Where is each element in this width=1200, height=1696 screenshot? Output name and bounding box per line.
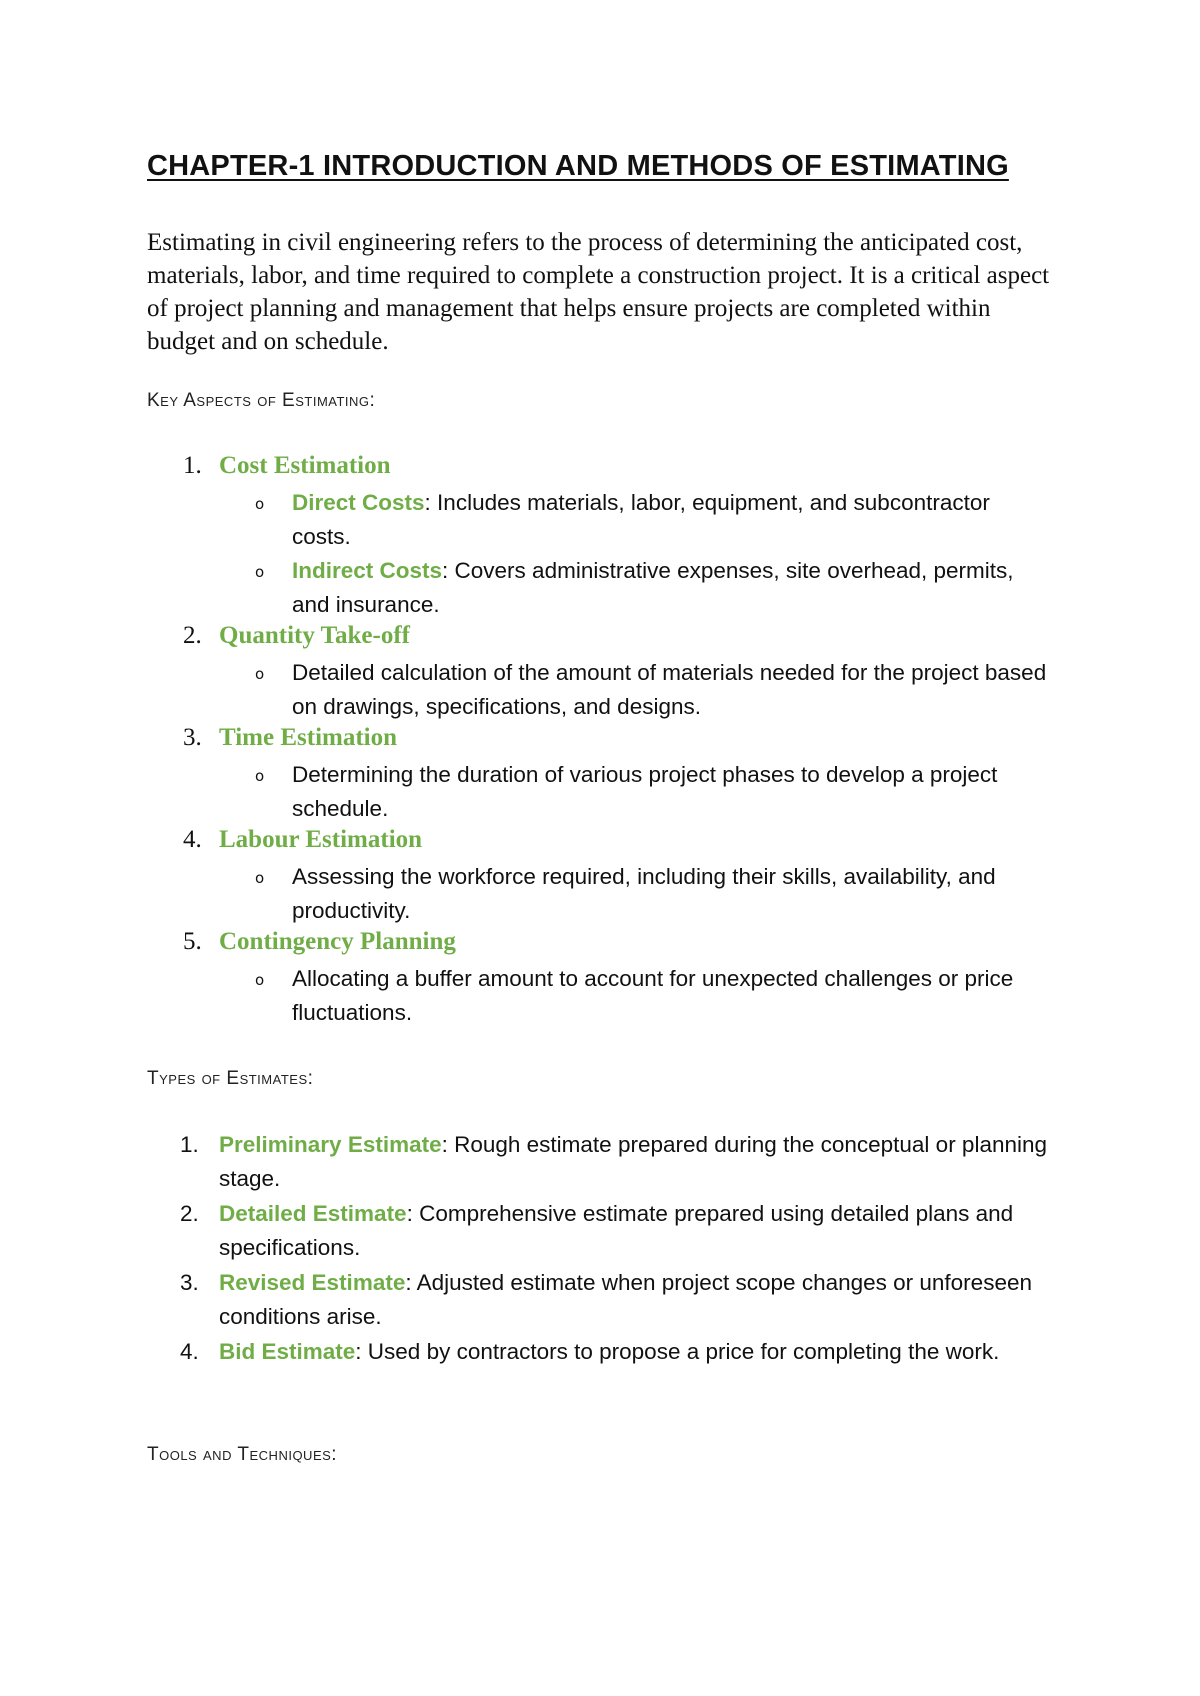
- types-list: [0, 1128, 1200, 1370]
- key-aspects-list: [0, 452, 1200, 1030]
- type-number: 3.: [180, 1270, 199, 1295]
- subitem-text: Assessing the workforce required, including their skills, availability, and productivity.: [292, 864, 996, 923]
- type-term: Bid Estimate: [219, 1339, 356, 1364]
- aspect-number: 4.: [183, 826, 202, 853]
- subitem-term: Direct Costs: [292, 490, 425, 515]
- type-term: Detailed Estimate: [219, 1201, 407, 1226]
- types-heading: Types of Estimates:: [147, 1068, 314, 1089]
- aspect-subitem: [0, 554, 1052, 622]
- type-text: : Adjusted estimate when project scope changes or unforeseen conditions arise.: [219, 1270, 1032, 1329]
- aspect-subitem: [0, 860, 1052, 928]
- chapter-title: CHAPTER-1 INTRODUCTION AND METHODS OF ESTIMATING: [147, 150, 1009, 182]
- aspect-label: Quantity Take-off: [219, 622, 411, 649]
- type-term: Preliminary Estimate: [219, 1132, 442, 1157]
- aspect-number: 2.: [183, 622, 202, 649]
- subitem-text: : Covers administrative expenses, site overhead, permits, and insurance.: [292, 558, 1014, 617]
- aspect-number: 5.: [183, 928, 202, 955]
- type-number: 4.: [180, 1339, 199, 1364]
- bullet-icon: o: [255, 563, 265, 581]
- aspect-number: 1.: [183, 452, 202, 479]
- subitem-term: Indirect Costs: [292, 558, 443, 583]
- bullet-icon: o: [255, 767, 265, 785]
- aspect-subitem: [0, 656, 1052, 724]
- subitem-text: : Includes materials, labor, equipment, and subcontractor costs.: [292, 490, 990, 549]
- subitem-text: Detailed calculation of the amount of materials needed for the project based on drawings, specifications, and designs.: [292, 660, 1047, 719]
- aspect-subitem: [0, 962, 1052, 1030]
- bullet-icon: o: [255, 495, 265, 513]
- aspect-label: Contingency Planning: [219, 928, 456, 955]
- type-number: 1.: [180, 1132, 199, 1157]
- bullet-icon: o: [255, 971, 265, 989]
- type-number: 2.: [180, 1201, 199, 1226]
- intro-paragraph: Estimating in civil engineering refers to the process of determining the anticipated cost, materials, labor, and time required to complete a construction project. It is a critical aspect of project planning and management that helps ensure projects are completed within budget and on schedule.: [147, 229, 1050, 355]
- aspect-subitem: [0, 486, 1052, 554]
- aspect-label: Time Estimation: [219, 724, 398, 751]
- aspect-item: [0, 622, 1200, 724]
- tools-heading: Tools and Techniques:: [147, 1444, 338, 1465]
- bullet-icon: o: [255, 665, 265, 683]
- type-item: [0, 1266, 1059, 1334]
- type-item: [0, 1128, 1059, 1196]
- type-text: : Comprehensive estimate prepared using detailed plans and specifications.: [219, 1201, 1014, 1260]
- type-term: Revised Estimate: [219, 1270, 406, 1295]
- key-aspects-heading: Key Aspects of Estimating:: [147, 390, 376, 411]
- aspect-label: Labour Estimation: [219, 826, 423, 853]
- subitem-text: Allocating a buffer amount to account for unexpected challenges or price fluctuations.: [292, 966, 1014, 1025]
- type-text: : Used by contractors to propose a price for completing the work.: [355, 1339, 1000, 1364]
- aspect-label: Cost Estimation: [219, 452, 391, 479]
- aspect-item: [0, 452, 1200, 622]
- aspect-item: [0, 724, 1200, 826]
- aspect-number: 3.: [183, 724, 202, 751]
- type-item: [0, 1335, 1059, 1369]
- type-text: : Rough estimate prepared during the conceptual or planning stage.: [219, 1132, 1048, 1191]
- aspect-subitem: [0, 758, 1052, 826]
- type-item: [0, 1197, 1059, 1265]
- bullet-icon: o: [255, 869, 265, 887]
- aspect-item: [0, 928, 1200, 1030]
- aspect-item: [0, 826, 1200, 928]
- subitem-text: Determining the duration of various project phases to develop a project schedule.: [292, 762, 998, 821]
